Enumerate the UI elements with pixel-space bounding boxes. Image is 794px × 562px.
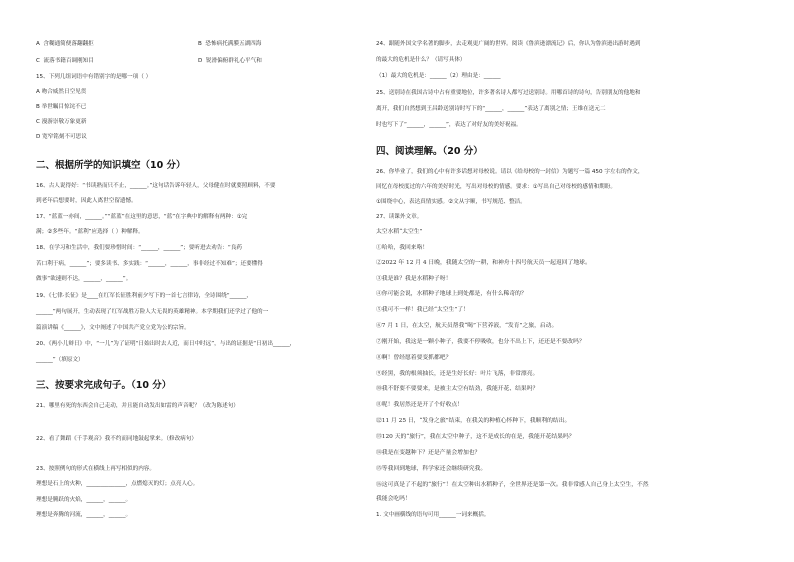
- q23-stem: 23、按照例句的形式在横线上再写相似的内容。: [36, 466, 155, 472]
- q15-option-c: C 漫游崇敬万象更新: [36, 119, 87, 125]
- q22-stem: 22、看了舞蹈《千手观音》我不约而同地鼓起掌来。（修改病句）: [36, 436, 197, 442]
- q23-example: 理想是石上的火种，______________，点燃熄灭的灯；点亮人心。: [36, 481, 199, 487]
- article-p6: ⑥7 月 1 日，在太空，航天员帮我“喝”下营养液，“发育”之旅，启动。: [376, 323, 558, 329]
- article-p5: ⑤我可不一样！我已经“太空生”了！: [376, 307, 469, 313]
- article-q1: 1. 文中画横线的语句可用______一词来概括。: [376, 512, 490, 518]
- q25-line-3: 时也写下了“______，______”，表达了对好友的美好祝福。: [376, 122, 522, 128]
- article-p16-line-1: ⑯这可真是了不起的“旅行”！在太空种出水稻种子，全世界还是第一次。我非常感人自己身上太空生，不然: [376, 482, 649, 488]
- q16-line-2: 到老年后想要时，因此人离世空留遗憾。: [36, 198, 137, 204]
- option-c-top: C 流落书籍百调刚知目: [36, 58, 94, 64]
- q15-option-b: B 举世瞩目惊诧不已: [36, 104, 87, 110]
- article-p15: ⑮等我回到地球，科学家还会继续研究我。: [376, 466, 487, 472]
- article-p13: ⑬120 天的“旅行”，我在太空中种子，这不是成长的在是，我能开花结果吗？: [376, 434, 575, 440]
- q20-line-1: 20、《两小儿辩日》中，“一儿”为了证明“日始出时去人近，而日中时远”，与出的证据是“日初出______，: [36, 341, 296, 347]
- q18-line-2: 苦口利于病，______”；要多读书、多实践：“______，______，事非经过不知难”；还要懂得: [36, 261, 263, 267]
- option-a-top: A 含糊通简便落翻翻拒: [36, 41, 94, 47]
- q24-line-3: （1）最大的危机是：______（2）理由是：______: [376, 73, 501, 79]
- article-p1: ①哈哈，我回来咯！: [376, 245, 429, 251]
- q15-option-a: A 吻合威然日空见贯: [36, 89, 87, 95]
- q24-line-2: 的最大的危机是什么？（请写具体）: [376, 57, 466, 63]
- q19-line-1: 19、《七律·长征》是____在红军长征胜利前夕写下的一首七言律诗，全诗围绕“______，: [36, 293, 252, 299]
- q17-line-1: 17、“蓝蓝一亦间，______。”“蓝蓝”在这里的意思，“蓝”在字典中的解释有两种：①完: [36, 214, 248, 220]
- article-p8: ⑧啊！曾经愿着要变抓都吧？: [376, 355, 452, 361]
- article-p4: ④你可能会说，水稻种子地球上到处都是，有什么稀奇的？: [376, 291, 527, 297]
- article-p2: ②2022 年 12 月 4 日晚，我随太空的一耕，和神舟十四号航天员一起返回了地球。: [376, 260, 591, 266]
- q25-line-2: 离开，我们自然想到王昌龄送别诗时写下的“______，______”表达了离别之情；王维在送元二: [376, 106, 606, 112]
- q26-line-1: 26、你毕业了，我们的心中有许多话想对母校说。请以《给母校的一封信》为题写一篇 450 字左右的作文，: [376, 169, 644, 175]
- q19-line-2: ______”两句展开，生动表现了红军战胜万险人大无畏的英雄精神。本学期我们还学过了他的一: [36, 309, 269, 315]
- option-d-top: D 锐滑偏俯群礼心平气和: [198, 58, 262, 64]
- q18-line-3: 做事“欲速则不达，______，______”。: [36, 276, 132, 282]
- article-p12: ⑫11 月 25 日，“发身之旅”结束，在我关的种植心怀种下，我顺利的结出。: [376, 418, 571, 424]
- q27-stem: 27、读课外文章。: [376, 214, 423, 220]
- q17-line-2: 满；②多些年。“蓝利”应选择（ ）种解释。: [36, 229, 144, 235]
- right-column: [376, 0, 794, 562]
- q16-line-1: 16、古人说得好：“书读熟而只不止，______。”这句话告诉年轻人，父母健在时就要照顾料，不要: [36, 183, 276, 189]
- q19-line-3: 篇演讲稿《______》，文中阐述了中国共产党立党为公的宗旨。: [36, 325, 190, 331]
- article-p10: ⑩我不舒要不要要来，是被主太空有结劲，我能开花、结果吗？: [376, 386, 539, 392]
- article-p14: ⑭我是在变越种下？还是产量会增加也？: [376, 450, 481, 456]
- section-4-title: 四、阅读理解。（20 分）: [376, 146, 483, 157]
- q15-option-d: D 宽窄铭刻不可思议: [36, 134, 87, 140]
- article-p3: ③我是谁？我是水稻种子呀！: [376, 276, 452, 282]
- article-title: 太空水稻“太空生”: [376, 229, 423, 235]
- q26-line-2: 回忆在母校度过的六年的美好时光，写出对母校的情感。要求：①写出自己对母校的感情和期盼。: [376, 184, 616, 190]
- article-p11: ⑪呢！我居然还是开了个好收点！: [376, 402, 463, 408]
- q26-line-3: ①围绕中心，表达真情实感。②文从字顺，书写规范、整洁。: [376, 199, 526, 205]
- option-b-top: B 恐怖病托满膜五湖四海: [198, 41, 262, 47]
- q23-line-1: 理想是腾跃的火焰，______，______。: [36, 497, 132, 503]
- q20-line-2: ______”（填原文）: [36, 357, 84, 363]
- article-p16-line-2: 我能会吃吗！: [376, 496, 411, 502]
- q18-line-1: 18、在学习和生活中，我们要珍惜时间：“______，______”；要听进去劝告：“良药: [36, 245, 242, 251]
- article-p9: ⑨经黑，我的根须抽长，还是生好长好：叶片飞落，非常漂亮。: [376, 371, 539, 377]
- q23-line-2: 理想是奔腾的河流，______，______。: [36, 512, 132, 518]
- q15-stem: 15、下列几组词语中有错别字的是哪一项（ ）: [36, 74, 152, 80]
- q24-line-1: 24、跟随外国文学名著的脚步，去走观更广阔的世界。阅读《鲁滨逊漂流记》后，你认为鲁滨逊出游时遇到: [376, 41, 641, 47]
- section-3-title: 三、按要求完成句子。（10 分）: [36, 380, 172, 391]
- q25-line-1: 25、送别诗在我国古诗中占有重要地位，许多著名诗人都写过送别诗。用哪首诗的诗句，告别朋友的他地和: [376, 90, 641, 96]
- q21-stem: 21、哪里有死的东西会自己走动，并且能自动发出如雷的声音呢？（改为陈述句）: [36, 403, 239, 409]
- article-p7: ⑦刚开始，我这是一颗小种子，我要不停吸收，也分不出上下，还还是不要改吗？: [376, 339, 585, 345]
- section-2-title: 二、根据所学的知识填空（10 分）: [36, 160, 186, 171]
